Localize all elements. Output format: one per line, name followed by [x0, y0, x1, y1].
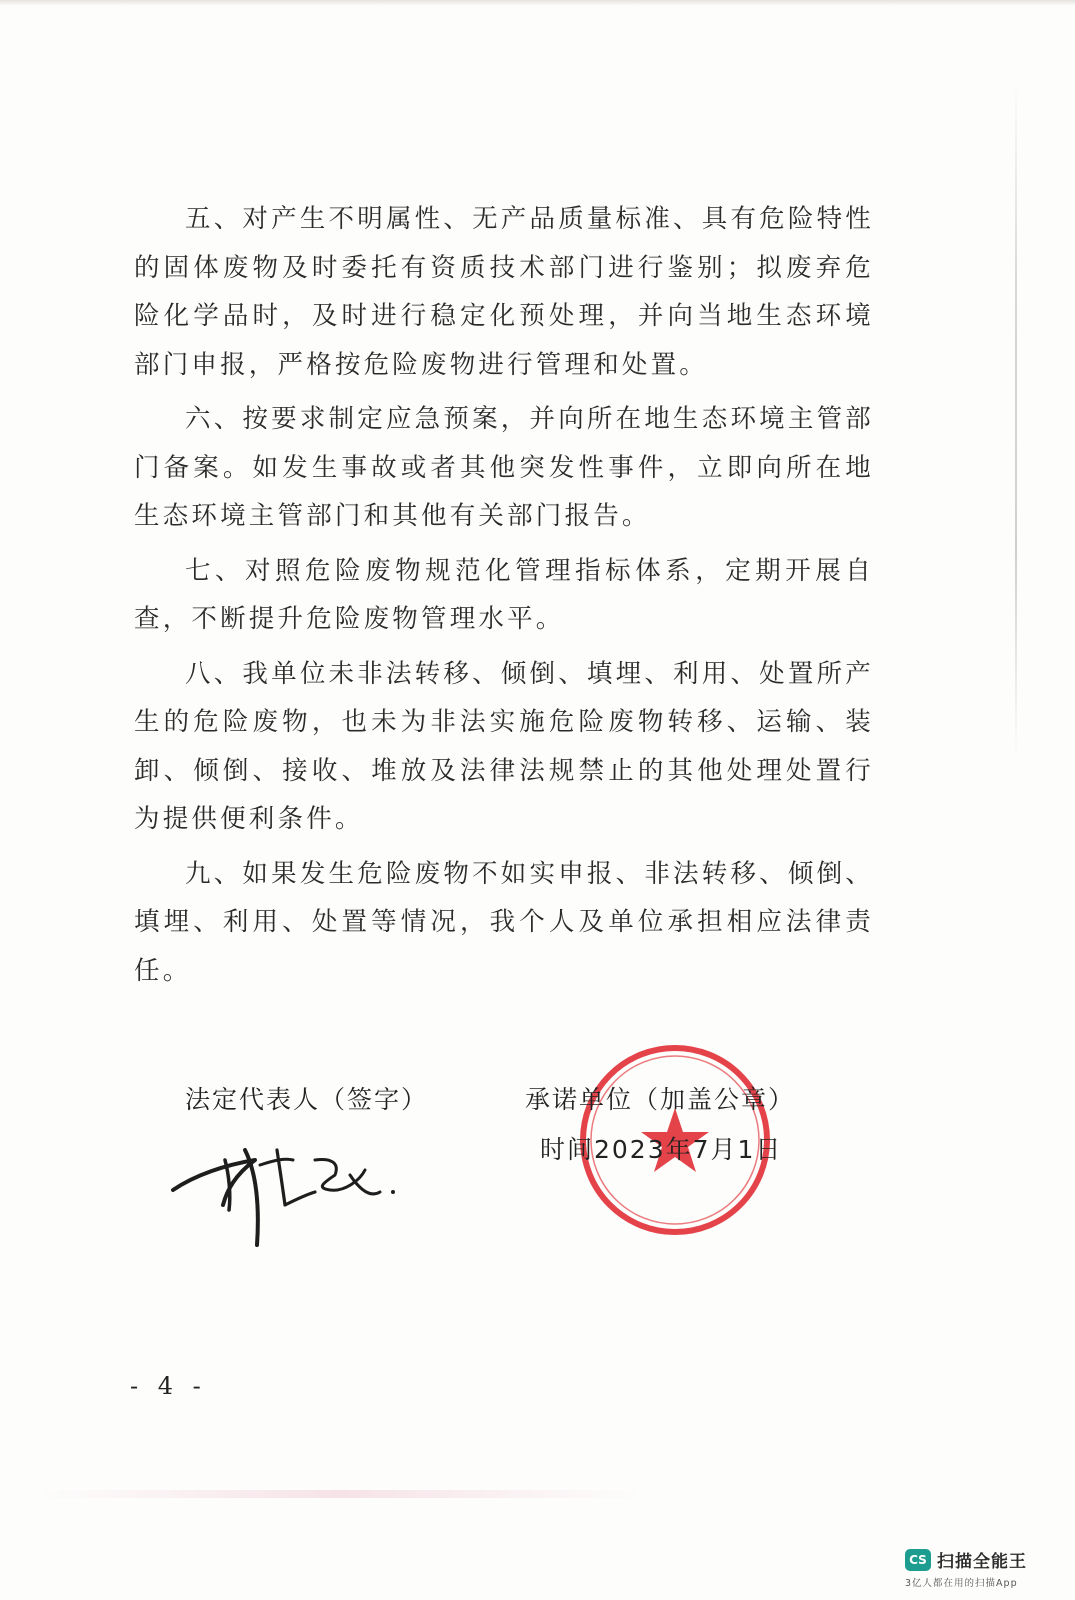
scanner-watermark: [905, 1547, 1055, 1597]
commitment-body: [134, 195, 874, 1001]
clause-7: 七、对照危险废物规范化管理指标体系，定期开展自查，不断提升危险废物管理水平。: [134, 555, 874, 634]
scan-right-edge: [1015, 80, 1017, 760]
signing-date: 时间2023年7月1日: [540, 1135, 783, 1164]
clause-6: 六、按要求制定应急预案，并向所在地生态环境主管部门备案。如发生事故或者其他突发性事件，立即向所在地生态环境主管部门和其他有关部门报告。: [134, 404, 874, 531]
scan-top-edge: [0, 0, 1075, 6]
camscanner-logo-icon: CS: [905, 1549, 931, 1571]
clause-5: 五、对产生不明属性、无产品质量标准、具有危险特性的固体废物及时委托有资质技术部门进行鉴别；拟废弃危险化学品时，及时进行稳定化预处理，并向当地生态环境部门申报，严格按危险废物进行管理和处置。: [134, 204, 874, 380]
watermark-name: 扫描全能王: [937, 1552, 1027, 1572]
scan-bottom-smudge: [40, 1490, 640, 1498]
watermark-slogan: 3亿人都在用的扫描App: [905, 1578, 1018, 1589]
clause-9: 九、如果发生危险废物不如实申报、非法转移、倾倒、填埋、利用、处置等情况，我个人及单位承担相应法律责任。: [134, 858, 874, 986]
handwritten-signature: [165, 1120, 405, 1250]
legal-rep-label: 法定代表人（签字）: [185, 1085, 429, 1114]
page-number: - 4 -: [130, 1372, 207, 1400]
clause-8: 八、我单位未非法转移、倾倒、填埋、利用、处置所产生的危险废物，也未为非法实施危险废物转移、运输、装卸、倾倒、接收、堆放及法律法规禁止的其他处理处置行为提供便利条件。: [134, 658, 874, 834]
unit-label: 承诺单位（加盖公章）: [525, 1085, 796, 1114]
